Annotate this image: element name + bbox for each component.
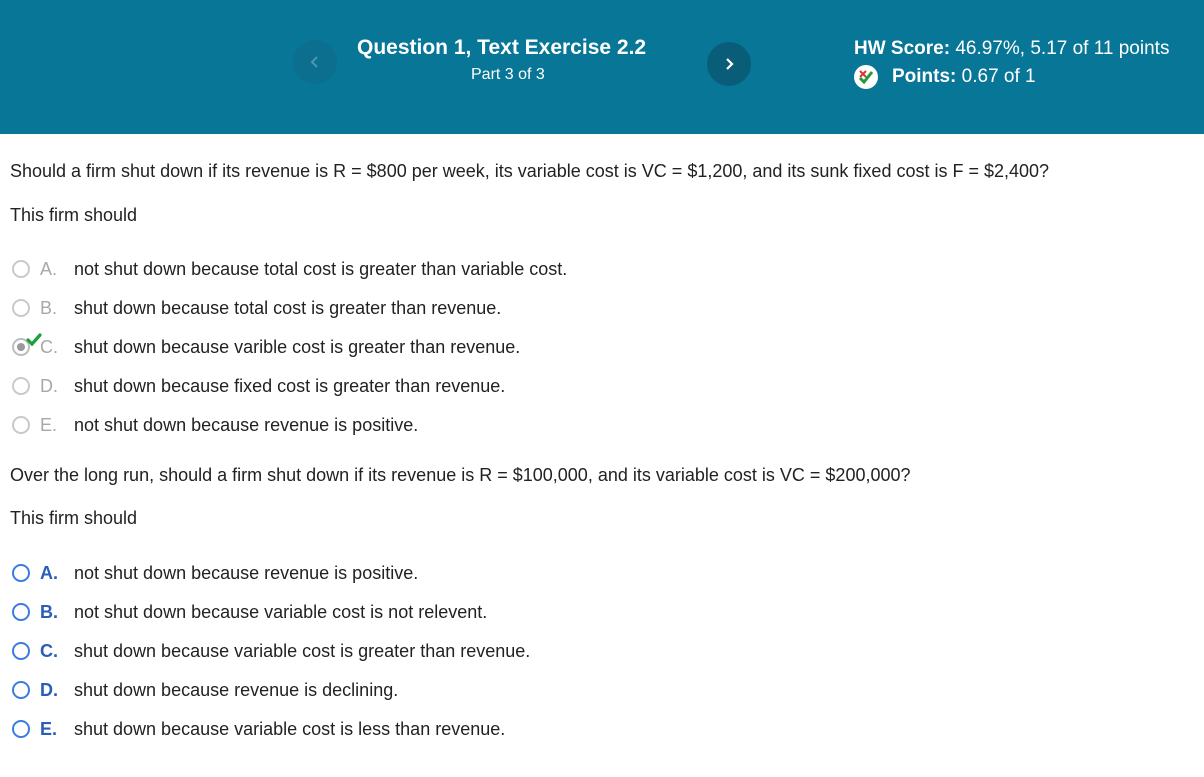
option-text: shut down because varible cost is greater than revenue. — [74, 336, 521, 357]
radio-button-selected — [12, 338, 30, 356]
option-text: not shut down because variable cost is not relevent. — [74, 601, 488, 622]
partial-credit-icon — [854, 65, 878, 89]
radio-button[interactable] — [12, 642, 30, 660]
option-letter: D. — [40, 679, 58, 700]
question-prompt-1: Should a firm shut down if its revenue is R = $800 per week, its variable cost is VC = $1,200, and its sunk fixed cost is F = $2,400? — [10, 161, 1050, 181]
option-text: not shut down because total cost is greater than variable cost. — [74, 258, 568, 279]
q2-option-b[interactable] — [12, 600, 487, 624]
radio-button[interactable] — [12, 681, 30, 699]
hw-score — [854, 38, 1169, 60]
q2-option-d[interactable] — [12, 678, 398, 702]
question-part: Part 3 of 3 — [471, 66, 545, 83]
q1-option-b — [12, 296, 501, 320]
radio-button — [12, 377, 30, 395]
option-letter: E. — [40, 718, 58, 739]
option-text: shut down because variable cost is greater than revenue. — [74, 640, 531, 661]
hw-score-value: 46.97%, 5.17 of 11 points — [955, 38, 1170, 59]
points-label: Points: — [892, 66, 957, 87]
option-letter: C. — [40, 336, 58, 357]
question-lead-1: This firm should — [10, 205, 138, 225]
q1-option-a — [12, 257, 567, 281]
option-text: not shut down because revenue is positive. — [74, 414, 419, 435]
previous-question-button[interactable] — [293, 40, 337, 84]
option-letter: C. — [40, 640, 58, 661]
q2-option-e[interactable] — [12, 717, 505, 741]
option-text: shut down because revenue is declining. — [74, 679, 399, 700]
option-letter: E. — [40, 414, 58, 435]
question-header — [0, 0, 1204, 134]
next-question-button[interactable] — [707, 42, 751, 86]
option-letter: A. — [40, 562, 58, 583]
points-value: 0.67 of 1 — [961, 66, 1036, 87]
question-lead-2: This firm should — [10, 508, 138, 528]
option-text: shut down because fixed cost is greater than revenue. — [74, 375, 506, 396]
radio-button[interactable] — [12, 603, 30, 621]
correct-check-icon — [26, 332, 42, 348]
q1-option-d — [12, 374, 505, 398]
question-prompt-2: Over the long run, should a firm shut down if its revenue is R = $100,000, and its variable cost is VC = $200,000? — [10, 465, 911, 485]
radio-button — [12, 416, 30, 434]
radio-button[interactable] — [12, 720, 30, 738]
option-text: shut down because total cost is greater than revenue. — [74, 297, 502, 318]
option-text: not shut down because revenue is positive. — [74, 562, 419, 583]
option-letter: A. — [40, 258, 58, 279]
option-letter: D. — [40, 375, 58, 396]
radio-button — [12, 260, 30, 278]
chevron-left-icon — [308, 55, 322, 69]
q1-option-e — [12, 413, 418, 437]
q2-option-a[interactable] — [12, 561, 418, 585]
option-letter: B. — [40, 601, 58, 622]
chevron-right-icon — [722, 57, 736, 71]
option-text: shut down because variable cost is less than revenue. — [74, 718, 506, 739]
option-letter: B. — [40, 297, 58, 318]
points — [854, 65, 1036, 89]
q1-option-c — [12, 335, 520, 359]
hw-score-label: HW Score: — [854, 38, 951, 59]
radio-button — [12, 299, 30, 317]
radio-button[interactable] — [12, 564, 30, 582]
question-title: Question 1, Text Exercise 2.2 — [357, 36, 647, 59]
q2-option-c[interactable] — [12, 639, 530, 663]
